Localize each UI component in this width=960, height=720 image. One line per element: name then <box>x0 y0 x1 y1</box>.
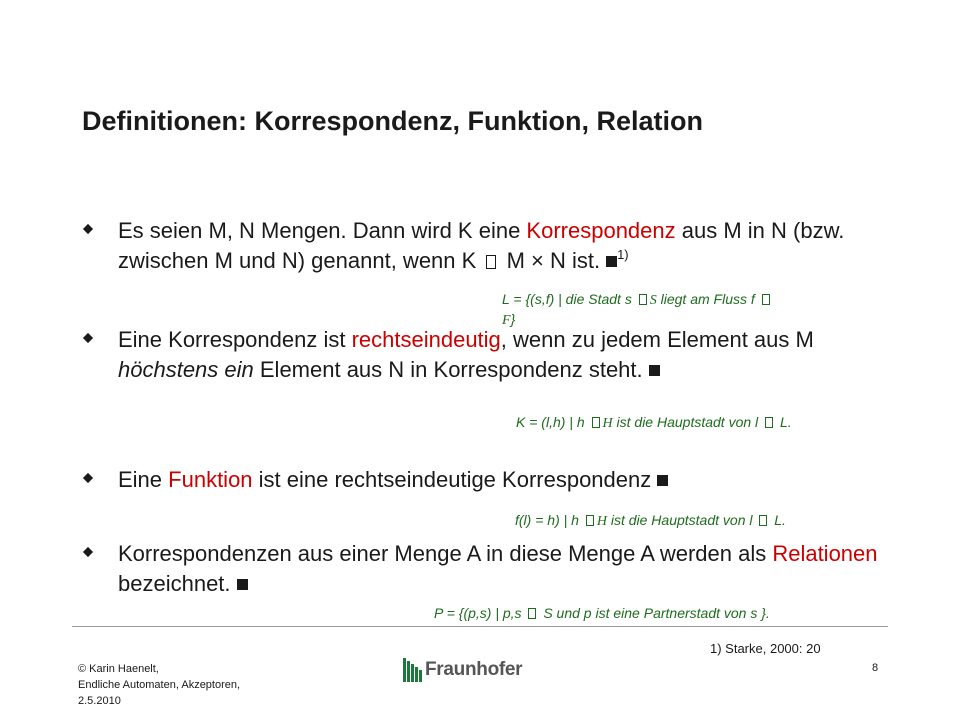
page-title: Definitionen: Korrespondenz, Funktion, Relation <box>82 106 703 136</box>
end-square-icon <box>649 365 660 376</box>
fraunhofer-logo-icon <box>403 656 423 684</box>
missing-glyph-icon <box>528 608 536 619</box>
page-number: 8 <box>872 662 879 674</box>
example-note-l: L = {(s,f) | die Stadt s S liegt am Fluss f F} <box>502 290 773 330</box>
missing-glyph-icon <box>486 255 496 269</box>
bullet-marker <box>83 473 93 483</box>
term-relationen: Relationen <box>772 541 878 566</box>
end-square-icon <box>657 475 668 486</box>
missing-glyph-icon <box>592 417 600 428</box>
missing-glyph-icon <box>586 515 594 526</box>
bullet-marker <box>83 224 93 234</box>
end-square-icon <box>237 579 248 590</box>
bullet-text: Es seien M, N Mengen. Dann wird K eine Korrespondenz aus M in N (bzw. zwischen M und N) genannt, wenn K M × N ist. $^{1)}$ <box>118 218 845 273</box>
bullet-text: Korrespondenzen aus einer Menge A in diese Menge A werden als Relationen bezeichnet. <box>118 541 878 596</box>
bullet-marker <box>83 333 93 343</box>
bullet-text: Eine Funktion ist eine rechtseindeutige Korrespondenz <box>118 465 888 495</box>
example-note-p: P = {(p,s) | p,s S und p ist eine Partnerstadt von s }. <box>434 605 770 621</box>
term-korrespondenz: Korrespondenz <box>526 218 676 243</box>
copyright-notice: © Karin Haenelt, Endliche Automaten, Akzeptoren, 2.5.2010 <box>78 663 241 707</box>
example-note-f: f(l) = h) | h H ist die Hauptstadt von l L. <box>515 512 786 529</box>
bullet-marker <box>83 547 93 557</box>
footer-divider <box>72 626 888 627</box>
end-square-icon <box>606 256 617 267</box>
footnote-ref: 1) <box>617 247 629 262</box>
bullet-text: Eine Korrespondenz ist rechtseindeutig, wenn zu jedem Element aus M höchstens ein Element aus N in Korrespondenz steht. <box>118 327 814 382</box>
term-rechtseindeutig: rechtseindeutig <box>351 327 501 352</box>
example-note-k: K = (l,h) | h H ist die Hauptstadt von l L. <box>516 414 792 431</box>
missing-glyph-icon <box>639 294 647 305</box>
footnote-text: 1) Starke, 2000: 20 <box>710 641 821 656</box>
missing-glyph-icon <box>759 515 767 526</box>
term-funktion: Funktion <box>168 467 253 492</box>
missing-glyph-icon <box>762 294 770 305</box>
fraunhofer-logo <box>403 655 553 685</box>
logo-wordmark: Fraunhofer <box>425 659 523 680</box>
missing-glyph-icon <box>765 417 773 428</box>
